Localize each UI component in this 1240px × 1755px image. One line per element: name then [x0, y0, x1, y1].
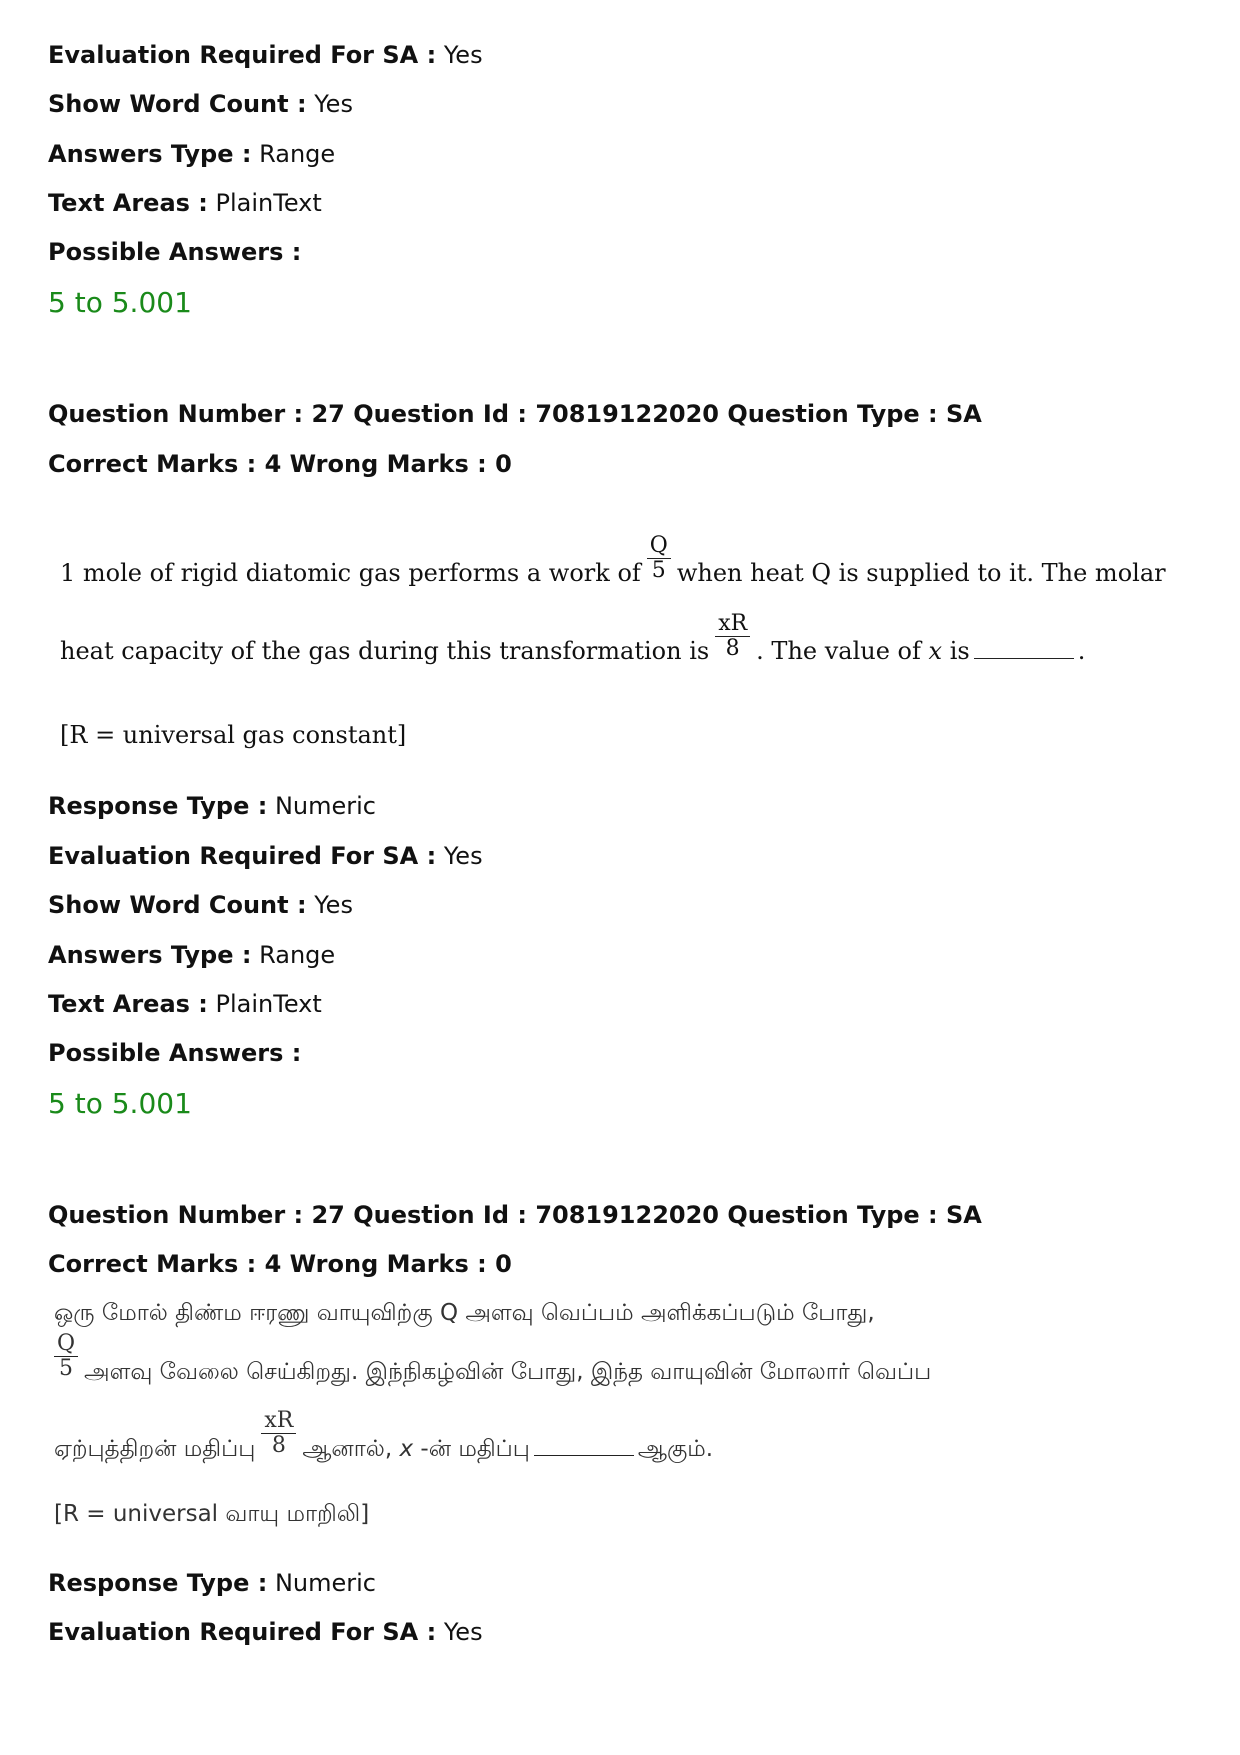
response-type-label: Response Type :: [48, 792, 268, 820]
fraction-xr-over-8: [715, 612, 750, 661]
fraction-q-over-5: [54, 1332, 78, 1381]
text-areas-label: Text Areas :: [48, 990, 208, 1018]
eval-required-label: Evaluation Required For SA :: [48, 41, 437, 69]
possible-answers-row: [48, 1038, 301, 1068]
answers-type-row: [48, 940, 335, 970]
question-marks: [48, 449, 512, 479]
question-text-line-1: [60, 533, 1166, 588]
show-word-count-row: [48, 890, 353, 920]
question-text-line-2: heat capacity of the gas during this transformation is $\frac{xR}{8}$ . The value of x is .: [60, 611, 1086, 665]
question-text-part: when heat Q is supplied to it. The molar: [676, 559, 1166, 587]
question-header-text: Question Number : 27 Question Id : 70819122020 Question Type : SA: [48, 1201, 982, 1229]
response-type-row: [48, 1568, 376, 1598]
text-areas-value: PlainText: [215, 990, 322, 1018]
question-marks-text: Correct Marks : 4 Wrong Marks : 0: [48, 1250, 512, 1278]
response-type-label: Response Type :: [48, 1569, 268, 1597]
response-type-row: [48, 791, 376, 821]
text-areas-label: Text Areas :: [48, 189, 208, 217]
response-type-value: Numeric: [274, 1569, 376, 1597]
answer-blank: [974, 658, 1074, 659]
answers-type-label: Answers Type :: [48, 140, 252, 168]
fraction-numerator: xR: [715, 612, 750, 637]
question-text-ta-line-3: [54, 1408, 714, 1464]
response-type-value: Numeric: [274, 792, 376, 820]
eval-required-row: [48, 40, 483, 70]
show-word-count-label: Show Word Count :: [48, 90, 307, 118]
eval-required-value: Yes: [443, 1618, 483, 1646]
answers-type-value: Range: [259, 941, 336, 969]
fraction-numerator: xR: [261, 1409, 296, 1434]
possible-answers-row: [48, 237, 301, 267]
eval-required-row: [48, 841, 483, 871]
text-areas-row: [48, 989, 322, 1019]
question-text-ta-line-2: [54, 1331, 932, 1387]
answer-blank: [534, 1455, 634, 1456]
question-text-part: 1 mole of rigid diatomic gas performs a work of: [60, 559, 641, 587]
fraction-xr-over-8: [261, 1409, 296, 1458]
text-areas-value: PlainText: [215, 189, 322, 217]
eval-required-label: Evaluation Required For SA :: [48, 842, 437, 870]
fraction-denominator: 8: [725, 636, 740, 661]
possible-answers-label: Possible Answers :: [48, 238, 302, 266]
show-word-count-value: Yes: [314, 891, 353, 919]
eval-required-value: Yes: [443, 41, 483, 69]
possible-answers-label: Possible Answers :: [48, 1039, 302, 1067]
question-header: [48, 399, 982, 429]
show-word-count-row: [48, 89, 353, 119]
question-text-part: ஆகும்.: [637, 1436, 714, 1462]
question-text-ta-line-4: [R = universal வாயு மாறிலி]: [54, 1501, 370, 1527]
question-marks: [48, 1249, 512, 1279]
variable-x: x: [399, 1436, 414, 1462]
fraction-numerator: Q: [647, 534, 671, 559]
show-word-count-label: Show Word Count :: [48, 891, 307, 919]
question-text-part: -ன் மதிப்பு: [420, 1436, 530, 1462]
eval-required-label: Evaluation Required For SA :: [48, 1618, 437, 1646]
text-areas-row: [48, 188, 322, 218]
question-header: [48, 1200, 982, 1230]
fraction-q-over-5: [647, 534, 671, 583]
answers-type-row: [48, 139, 335, 169]
question-text-part: heat capacity of the gas during this transformation is: [60, 637, 710, 665]
question-text-part: . The value of: [756, 637, 921, 665]
question-text-line-3: [R = universal gas constant]: [60, 721, 407, 749]
answers-type-value: Range: [259, 140, 336, 168]
question-marks-text: Correct Marks : 4 Wrong Marks : 0: [48, 450, 512, 478]
answers-type-label: Answers Type :: [48, 941, 252, 969]
question-text-ta-line-1: ஒரு மோல் திண்ம ஈரணு வாயுவிற்கு Q அளவு வெப்பம் அளிக்கப்படும் போது,: [54, 1300, 875, 1326]
fraction-denominator: 5: [651, 558, 666, 583]
question-header-text: Question Number : 27 Question Id : 70819122020 Question Type : SA: [48, 400, 982, 428]
question-text-part: ஏற்புத்திறன் மதிப்பு: [54, 1436, 256, 1462]
fraction-numerator: Q: [54, 1332, 78, 1357]
show-word-count-value: Yes: [314, 90, 353, 118]
fraction-denominator: 5: [59, 1356, 74, 1381]
possible-answer-value: 5 to 5.001: [48, 286, 192, 319]
question-text-part: அளவு வேலை செய்கிறது. இந்நிகழ்வின் போது, இந்த வாயுவின் மோலார் வெப்ப: [84, 1359, 932, 1385]
eval-required-value: Yes: [443, 842, 483, 870]
possible-answer-value: 5 to 5.001: [48, 1087, 192, 1120]
question-text-part: is: [949, 637, 970, 665]
question-text-part: ஆனால்,: [302, 1436, 393, 1462]
fraction-denominator: 8: [271, 1433, 286, 1458]
eval-required-row: [48, 1617, 483, 1647]
variable-x: x: [928, 637, 943, 665]
